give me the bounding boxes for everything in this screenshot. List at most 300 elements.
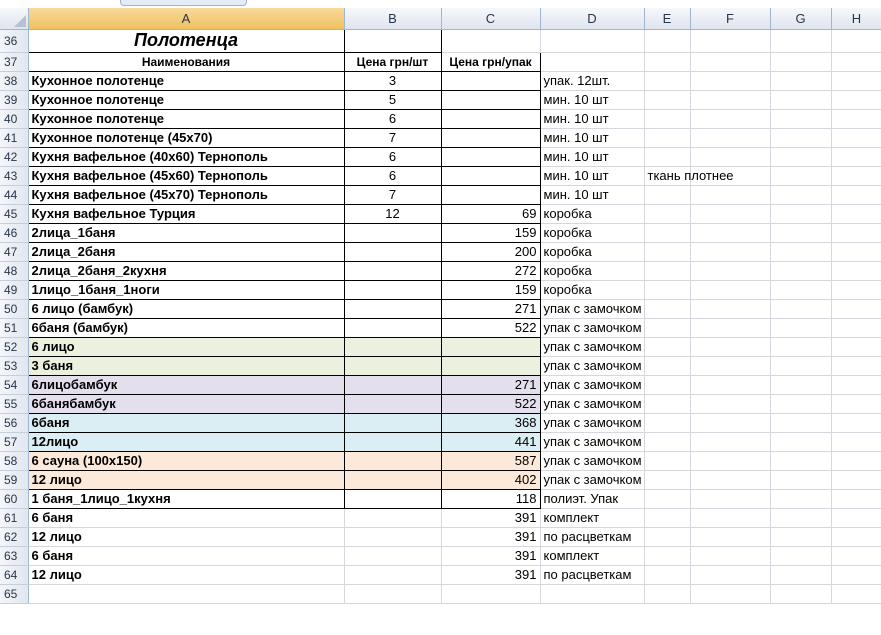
comment-cell[interactable] — [690, 584, 770, 603]
cell[interactable] — [831, 299, 881, 318]
price-unit-cell[interactable] — [344, 299, 441, 318]
cell[interactable] — [831, 584, 881, 603]
cell[interactable] — [644, 356, 690, 375]
item-name-cell[interactable]: Кухонное полотенце (45х70) — [28, 128, 344, 147]
price-unit-cell[interactable] — [344, 432, 441, 451]
row-header[interactable]: 43 — [0, 166, 28, 185]
column-header-g[interactable]: G — [770, 8, 831, 29]
price-pack-cell[interactable] — [441, 337, 540, 356]
note-cell[interactable]: полиэт. Упак — [540, 489, 644, 508]
cell[interactable] — [831, 413, 881, 432]
item-name-cell[interactable]: 6 сауна (100х150) — [28, 451, 344, 470]
row-header[interactable]: 37 — [0, 52, 28, 71]
note-cell[interactable]: коробка — [540, 280, 644, 299]
price-unit-cell[interactable] — [344, 470, 441, 489]
cell[interactable] — [644, 52, 690, 71]
price-pack-cell[interactable]: 391 — [441, 546, 540, 565]
row-header[interactable]: 45 — [0, 204, 28, 223]
price-unit-cell[interactable] — [344, 565, 441, 584]
comment-cell[interactable] — [690, 432, 770, 451]
spreadsheet-table — [0, 8, 881, 604]
price-unit-cell[interactable]: 6 — [344, 147, 441, 166]
cell[interactable] — [644, 280, 690, 299]
column-header-e[interactable]: E — [644, 8, 690, 29]
worksheet-grid[interactable] — [0, 8, 881, 635]
row-header[interactable]: 62 — [0, 527, 28, 546]
cell[interactable] — [644, 584, 690, 603]
item-name-cell[interactable]: Кухонное полотенце — [28, 90, 344, 109]
cell[interactable] — [644, 565, 690, 584]
table-row — [0, 584, 881, 603]
cell[interactable] — [770, 337, 831, 356]
price-unit-cell[interactable] — [344, 584, 441, 603]
row-header[interactable]: 48 — [0, 261, 28, 280]
cell[interactable] — [644, 29, 690, 52]
row-header[interactable]: 58 — [0, 451, 28, 470]
cell[interactable] — [540, 52, 644, 71]
cell[interactable] — [770, 185, 831, 204]
cell[interactable] — [540, 29, 644, 52]
price-pack-cell[interactable] — [441, 147, 540, 166]
price-unit-cell[interactable] — [344, 394, 441, 413]
comment-cell[interactable] — [690, 394, 770, 413]
row-header[interactable]: 55 — [0, 394, 28, 413]
row-header[interactable]: 63 — [0, 546, 28, 565]
row-header[interactable]: 41 — [0, 128, 28, 147]
note-cell[interactable]: комплект — [540, 508, 644, 527]
item-name-cell[interactable] — [28, 584, 344, 603]
price-pack-cell[interactable]: 391 — [441, 527, 540, 546]
price-unit-cell[interactable] — [344, 337, 441, 356]
comment-cell[interactable] — [690, 318, 770, 337]
price-pack-cell[interactable]: 587 — [441, 451, 540, 470]
table-row — [0, 242, 881, 261]
item-name-cell[interactable]: 6 лицо — [28, 337, 344, 356]
table-row — [0, 185, 881, 204]
row-header[interactable]: 40 — [0, 109, 28, 128]
note-cell[interactable]: мин. 10 шт — [540, 147, 644, 166]
cell[interactable] — [770, 527, 831, 546]
row-header[interactable]: 61 — [0, 508, 28, 527]
note-cell[interactable]: упак с замочком — [540, 451, 644, 470]
price-pack-cell[interactable]: 272 — [441, 261, 540, 280]
note-cell[interactable]: упак с замочком — [540, 470, 644, 489]
comment-cell[interactable] — [690, 280, 770, 299]
table-row — [0, 508, 881, 527]
cell[interactable] — [831, 52, 881, 71]
cell[interactable] — [770, 565, 831, 584]
note-cell[interactable]: упак с замочком — [540, 413, 644, 432]
row-header[interactable]: 39 — [0, 90, 28, 109]
cell[interactable] — [770, 147, 831, 166]
cell[interactable] — [644, 223, 690, 242]
price-unit-cell[interactable] — [344, 318, 441, 337]
note-cell[interactable]: коробка — [540, 204, 644, 223]
cell[interactable] — [831, 527, 881, 546]
cell[interactable] — [770, 318, 831, 337]
price-unit-cell[interactable] — [344, 451, 441, 470]
sheet-title[interactable]: Полотенца — [28, 29, 344, 52]
comment-cell[interactable] — [690, 546, 770, 565]
cell[interactable] — [831, 470, 881, 489]
cell[interactable] — [690, 29, 770, 52]
item-name-cell[interactable]: 12лицо — [28, 432, 344, 451]
comment-cell[interactable] — [690, 337, 770, 356]
comment-cell[interactable] — [690, 470, 770, 489]
note-cell[interactable]: упак. 12шт. — [540, 71, 644, 90]
price-pack-cell[interactable] — [441, 71, 540, 90]
cell[interactable] — [831, 394, 881, 413]
cell[interactable] — [831, 166, 881, 185]
row-header[interactable]: 56 — [0, 413, 28, 432]
item-name-cell[interactable]: 2лица_2баня — [28, 242, 344, 261]
note-cell[interactable]: коробка — [540, 223, 644, 242]
cell[interactable] — [770, 451, 831, 470]
cell[interactable] — [770, 394, 831, 413]
note-cell[interactable]: коробка — [540, 261, 644, 280]
price-pack-cell[interactable]: 522 — [441, 394, 540, 413]
item-name-cell[interactable]: 6баня — [28, 413, 344, 432]
header-price-unit-cell[interactable]: Цена грн/шт — [344, 52, 441, 71]
note-cell[interactable]: мин. 10 шт — [540, 185, 644, 204]
cell[interactable] — [831, 432, 881, 451]
note-cell[interactable]: мин. 10 шт — [540, 109, 644, 128]
price-unit-cell[interactable]: 6 — [344, 109, 441, 128]
item-name-cell[interactable]: 6лицобамбук — [28, 375, 344, 394]
select-all-icon — [14, 15, 26, 27]
cell[interactable] — [644, 299, 690, 318]
comment-cell[interactable] — [690, 147, 770, 166]
cell[interactable] — [831, 90, 881, 109]
table-row — [0, 204, 881, 223]
price-unit-cell[interactable] — [344, 527, 441, 546]
cell[interactable] — [831, 261, 881, 280]
comment-cell[interactable] — [690, 128, 770, 147]
price-unit-cell[interactable]: 7 — [344, 185, 441, 204]
price-unit-cell[interactable] — [344, 546, 441, 565]
note-cell[interactable]: упак с замочком — [540, 375, 644, 394]
row-header[interactable]: 59 — [0, 470, 28, 489]
cell[interactable] — [831, 508, 881, 527]
comment-cell[interactable] — [690, 261, 770, 280]
price-pack-cell[interactable] — [441, 128, 540, 147]
row-header[interactable]: 65 — [0, 584, 28, 603]
item-name-cell[interactable]: 12 лицо — [28, 527, 344, 546]
row-header[interactable]: 52 — [0, 337, 28, 356]
row-header[interactable]: 42 — [0, 147, 28, 166]
table-row — [0, 128, 881, 147]
note-cell[interactable]: мин. 10 шт — [540, 90, 644, 109]
comment-cell[interactable] — [690, 356, 770, 375]
column-header-f[interactable]: F — [690, 8, 770, 29]
item-name-cell[interactable]: Кухня вафельное Турция — [28, 204, 344, 223]
cell[interactable] — [770, 166, 831, 185]
item-name-cell[interactable]: 3 баня — [28, 356, 344, 375]
column-header-a[interactable]: A — [28, 8, 344, 29]
ribbon-edge — [0, 0, 881, 8]
comment-cell[interactable] — [690, 109, 770, 128]
cell[interactable] — [644, 128, 690, 147]
cell[interactable] — [644, 546, 690, 565]
cell[interactable] — [770, 489, 831, 508]
note-cell[interactable]: мин. 10 шт — [540, 128, 644, 147]
cell[interactable] — [770, 71, 831, 90]
price-unit-cell[interactable] — [344, 508, 441, 527]
price-unit-cell[interactable]: 12 — [344, 204, 441, 223]
comment-cell[interactable] — [690, 527, 770, 546]
item-name-cell[interactable]: 1лицо_1баня_1ноги — [28, 280, 344, 299]
comment-cell[interactable] — [690, 223, 770, 242]
price-unit-cell[interactable]: 5 — [344, 90, 441, 109]
cell[interactable] — [770, 109, 831, 128]
cell[interactable] — [644, 242, 690, 261]
comment-cell[interactable] — [690, 299, 770, 318]
cell[interactable] — [831, 280, 881, 299]
note-cell[interactable]: упак с замочком — [540, 318, 644, 337]
price-pack-cell[interactable] — [441, 356, 540, 375]
price-pack-cell[interactable] — [441, 166, 540, 185]
item-name-cell[interactable]: 6 баня — [28, 508, 344, 527]
header-price-pack-cell[interactable]: Цена грн/упак — [441, 52, 540, 71]
cell[interactable] — [441, 29, 540, 52]
price-unit-cell[interactable] — [344, 413, 441, 432]
cell[interactable] — [644, 527, 690, 546]
item-name-cell[interactable]: Кухня вафельное (40х60) Тернополь — [28, 147, 344, 166]
row-header[interactable]: 64 — [0, 565, 28, 584]
comment-cell[interactable] — [690, 242, 770, 261]
price-unit-cell[interactable] — [344, 280, 441, 299]
cell[interactable] — [831, 109, 881, 128]
cell[interactable] — [770, 261, 831, 280]
note-cell[interactable] — [540, 584, 644, 603]
table-row — [0, 166, 881, 185]
cell[interactable] — [770, 470, 831, 489]
table-row — [0, 546, 881, 565]
price-unit-cell[interactable] — [344, 223, 441, 242]
note-cell[interactable]: упак с замочком — [540, 337, 644, 356]
cell[interactable] — [831, 489, 881, 508]
row-header[interactable]: 54 — [0, 375, 28, 394]
price-pack-cell[interactable]: 441 — [441, 432, 540, 451]
cell[interactable] — [831, 451, 881, 470]
cell[interactable] — [644, 318, 690, 337]
item-name-cell[interactable]: 1 баня_1лицо_1кухня — [28, 489, 344, 508]
table-row — [0, 299, 881, 318]
price-pack-cell[interactable] — [441, 584, 540, 603]
row-header[interactable]: 46 — [0, 223, 28, 242]
cell[interactable] — [770, 299, 831, 318]
cell[interactable] — [344, 29, 441, 52]
price-unit-cell[interactable] — [344, 489, 441, 508]
table-row — [0, 90, 881, 109]
row-header[interactable]: 49 — [0, 280, 28, 299]
table-row — [0, 489, 881, 508]
comment-cell[interactable] — [690, 204, 770, 223]
note-cell[interactable]: по расцветкам — [540, 565, 644, 584]
price-pack-cell[interactable]: 271 — [441, 299, 540, 318]
comment-cell[interactable] — [690, 71, 770, 90]
cell[interactable] — [644, 394, 690, 413]
row-header[interactable]: 57 — [0, 432, 28, 451]
cell[interactable] — [831, 204, 881, 223]
cell[interactable] — [831, 147, 881, 166]
column-header-c[interactable]: C — [441, 8, 540, 29]
row-header[interactable]: 51 — [0, 318, 28, 337]
cell[interactable] — [831, 128, 881, 147]
note-cell[interactable]: упак с замочком — [540, 394, 644, 413]
comment-cell[interactable] — [690, 565, 770, 584]
item-name-cell[interactable]: 6 баня — [28, 546, 344, 565]
item-name-cell[interactable]: 6 лицо (бамбук) — [28, 299, 344, 318]
cell[interactable] — [831, 546, 881, 565]
cell[interactable] — [831, 223, 881, 242]
cell[interactable] — [770, 508, 831, 527]
column-header-h[interactable]: H — [831, 8, 881, 29]
price-unit-cell[interactable] — [344, 356, 441, 375]
cell[interactable] — [770, 29, 831, 52]
item-name-cell[interactable]: 12 лицо — [28, 565, 344, 584]
cell[interactable] — [770, 413, 831, 432]
cell[interactable] — [644, 489, 690, 508]
item-name-cell[interactable]: Кухонное полотенце — [28, 71, 344, 90]
price-pack-cell[interactable] — [441, 185, 540, 204]
table-row — [0, 413, 881, 432]
cell[interactable] — [690, 52, 770, 71]
cell[interactable] — [831, 337, 881, 356]
cell[interactable] — [831, 356, 881, 375]
item-name-cell[interactable]: Кухня вафельное (45х60) Тернополь — [28, 166, 344, 185]
cell[interactable] — [770, 356, 831, 375]
item-name-cell[interactable]: Кухонное полотенце — [28, 109, 344, 128]
cell[interactable] — [770, 375, 831, 394]
cell[interactable] — [644, 413, 690, 432]
table-row — [0, 29, 881, 52]
cell[interactable] — [770, 280, 831, 299]
price-unit-cell[interactable] — [344, 242, 441, 261]
comment-cell[interactable] — [690, 451, 770, 470]
price-pack-cell[interactable]: 402 — [441, 470, 540, 489]
table-row — [0, 223, 881, 242]
price-pack-cell[interactable]: 391 — [441, 565, 540, 584]
item-name-cell[interactable]: 6баня (бамбук) — [28, 318, 344, 337]
cell[interactable] — [770, 90, 831, 109]
cell[interactable] — [644, 470, 690, 489]
price-pack-cell[interactable] — [441, 90, 540, 109]
price-unit-cell[interactable]: 3 — [344, 71, 441, 90]
row-header[interactable]: 50 — [0, 299, 28, 318]
note-cell[interactable]: упак с замочком — [540, 356, 644, 375]
comment-cell[interactable] — [690, 185, 770, 204]
comment-cell[interactable] — [690, 90, 770, 109]
comment-cell[interactable]: ткань плотнее — [644, 166, 724, 185]
row-header[interactable]: 36 — [0, 29, 28, 52]
cell[interactable] — [644, 337, 690, 356]
cell[interactable] — [770, 432, 831, 451]
cell[interactable] — [644, 109, 690, 128]
cell[interactable] — [644, 204, 690, 223]
row-header[interactable]: 47 — [0, 242, 28, 261]
row-header[interactable]: 53 — [0, 356, 28, 375]
note-cell[interactable]: коробка — [540, 242, 644, 261]
cell[interactable] — [831, 318, 881, 337]
price-unit-cell[interactable]: 6 — [344, 166, 441, 185]
cell[interactable] — [770, 242, 831, 261]
cell[interactable] — [644, 432, 690, 451]
note-cell[interactable]: упак с замочком — [540, 299, 644, 318]
price-unit-cell[interactable] — [344, 261, 441, 280]
price-pack-cell[interactable]: 368 — [441, 413, 540, 432]
cell[interactable] — [644, 261, 690, 280]
item-name-cell[interactable]: 2лица_1баня — [28, 223, 344, 242]
comment-cell[interactable] — [690, 375, 770, 394]
comment-cell[interactable] — [690, 489, 770, 508]
cell[interactable] — [831, 242, 881, 261]
price-pack-cell[interactable]: 118 — [441, 489, 540, 508]
table-row — [0, 375, 881, 394]
price-pack-cell[interactable]: 200 — [441, 242, 540, 261]
cell[interactable] — [831, 71, 881, 90]
item-name-cell[interactable]: 12 лицо — [28, 470, 344, 489]
cell[interactable] — [770, 223, 831, 242]
note-cell[interactable]: комплект — [540, 546, 644, 565]
item-name-cell[interactable]: 2лица_2баня_2кухня — [28, 261, 344, 280]
price-pack-cell[interactable]: 69 — [441, 204, 540, 223]
cell[interactable] — [644, 71, 690, 90]
cell[interactable] — [831, 375, 881, 394]
row-header[interactable]: 38 — [0, 71, 28, 90]
cell[interactable] — [644, 147, 690, 166]
row-header[interactable]: 44 — [0, 185, 28, 204]
cell[interactable] — [770, 52, 831, 71]
price-pack-cell[interactable]: 159 — [441, 223, 540, 242]
item-name-cell[interactable]: Кухня вафельное (45х70) Тернополь — [28, 185, 344, 204]
price-pack-cell[interactable]: 391 — [441, 508, 540, 527]
cell[interactable] — [770, 204, 831, 223]
cell[interactable] — [644, 508, 690, 527]
price-unit-cell[interactable] — [344, 375, 441, 394]
name-box-edge — [120, 0, 247, 6]
price-pack-cell[interactable]: 159 — [441, 280, 540, 299]
cell[interactable] — [644, 90, 690, 109]
column-header-row — [0, 8, 881, 29]
note-cell[interactable]: упак с замочком — [540, 432, 644, 451]
cell[interactable] — [644, 451, 690, 470]
cell[interactable] — [831, 565, 881, 584]
price-pack-cell[interactable] — [441, 109, 540, 128]
table-row — [0, 470, 881, 489]
cell[interactable] — [831, 29, 881, 52]
cell[interactable] — [644, 375, 690, 394]
select-all-corner[interactable] — [0, 8, 28, 29]
note-cell[interactable]: по расцветкам — [540, 527, 644, 546]
price-pack-cell[interactable]: 522 — [441, 318, 540, 337]
comment-cell[interactable] — [690, 508, 770, 527]
cell[interactable] — [770, 128, 831, 147]
price-unit-cell[interactable]: 7 — [344, 128, 441, 147]
column-header-b[interactable]: B — [344, 8, 441, 29]
header-name-cell[interactable]: Наименования — [28, 52, 344, 71]
price-pack-cell[interactable]: 271 — [441, 375, 540, 394]
cell[interactable] — [770, 584, 831, 603]
cell[interactable] — [644, 185, 690, 204]
comment-cell[interactable] — [690, 413, 770, 432]
row-header[interactable]: 60 — [0, 489, 28, 508]
note-cell[interactable]: мин. 10 шт — [540, 166, 644, 185]
cell[interactable] — [831, 185, 881, 204]
column-header-d[interactable]: D — [540, 8, 644, 29]
cell[interactable] — [770, 546, 831, 565]
item-name-cell[interactable]: 6банябамбук — [28, 394, 344, 413]
